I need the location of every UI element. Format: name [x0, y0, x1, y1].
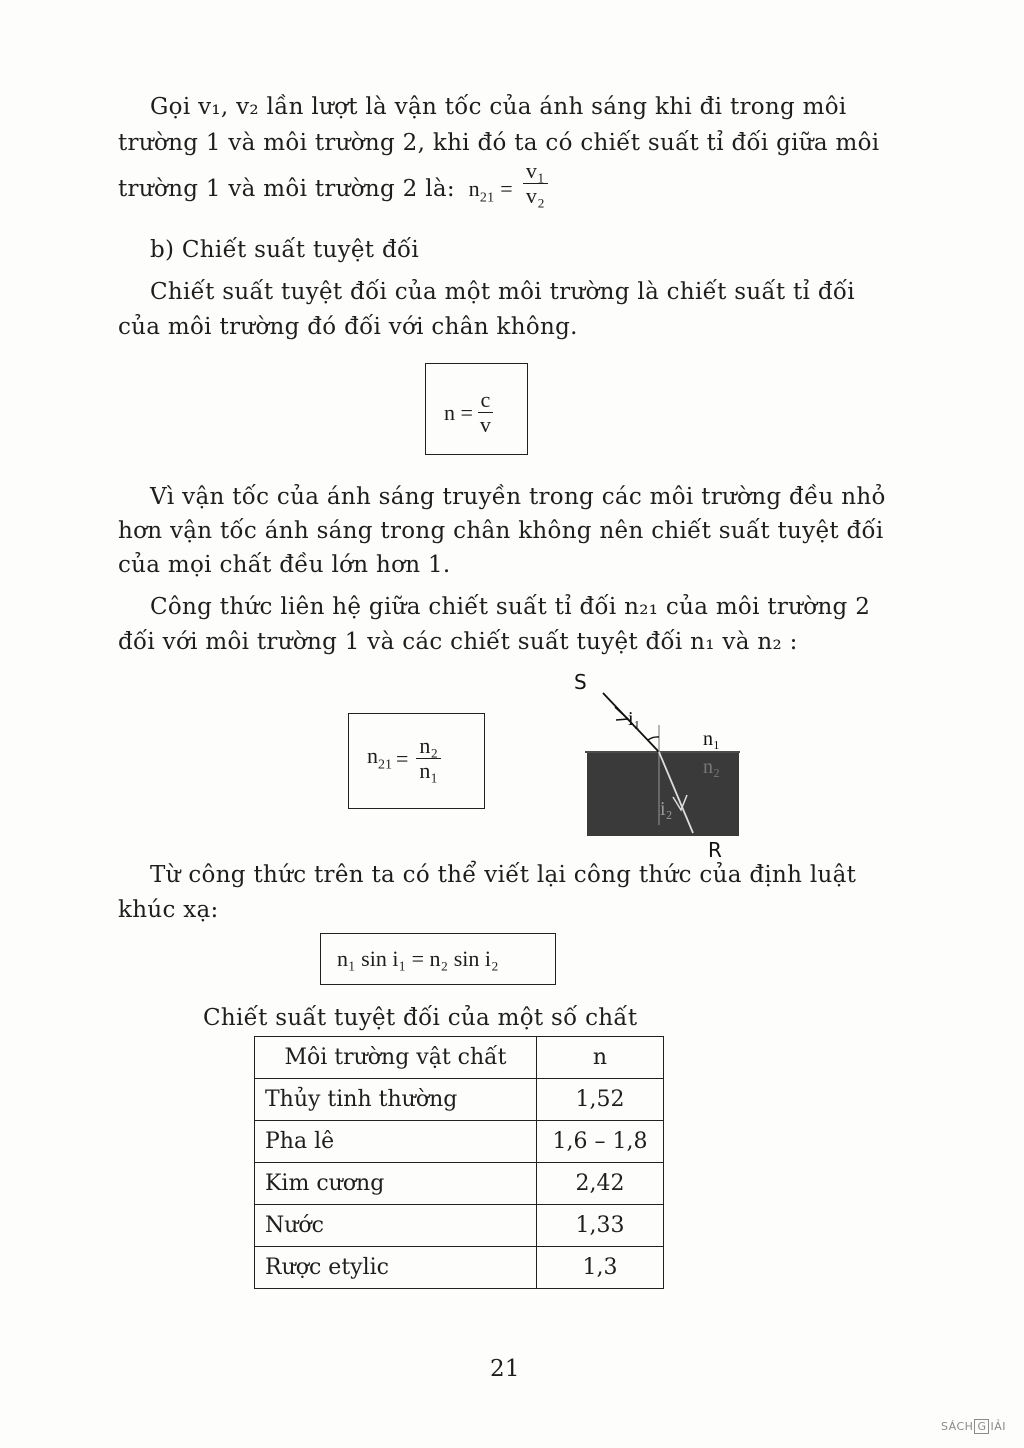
table-row [255, 1205, 664, 1247]
label-n1: n₁ [703, 728, 720, 750]
ratio-numerator: v₁ [523, 159, 548, 184]
medium-cell: Pha lê [255, 1121, 537, 1163]
formula-box-n-c-v: n = $\frac{c}{v}$ [425, 363, 528, 455]
medium-cell: Nước [255, 1205, 537, 1247]
absolute-index-def-line-2: của môi trường đó đối với chân không. [118, 314, 578, 340]
index-cell: 1,3 [537, 1247, 664, 1289]
table-row [255, 1121, 664, 1163]
para3-line-1: Công thức liên hệ giữa chiết suất tỉ đối n₂₁ của môi trường 2 [150, 594, 871, 620]
medium-cell: Kim cương [255, 1163, 537, 1205]
refraction-diagram [560, 665, 760, 865]
column-header-n: n [537, 1037, 664, 1079]
incident-arrow [615, 707, 628, 720]
velocity-ratio [523, 159, 548, 208]
n21-equation: $n_{21}$ = $\frac{\text{v₁}}{\text{v₂}}$ [469, 176, 549, 201]
n21-symbol: $n_{21}$ [468, 176, 495, 206]
medium-cell: Thủy tinh thường [255, 1079, 537, 1121]
intro-line-2: trường 1 và môi trường 2, khi đó ta có chiết suất tỉ đối giữa môi [118, 130, 880, 156]
intro-line-3-text: trường 1 và môi trường 2 là: [118, 176, 455, 202]
ratio-denominator: v₂ [525, 183, 546, 209]
table-row [255, 1163, 664, 1205]
table-header-row [255, 1037, 664, 1079]
formula-box-n21: $n_{21}$ = $\frac{\text{n₂}}{\text{n₁}}$ [348, 713, 485, 809]
medium-cell: Rược etylic [255, 1247, 537, 1289]
angle-i1-arc [648, 737, 659, 740]
index-cell: 1,6 – 1,8 [537, 1121, 664, 1163]
para2-line-2: hơn vận tốc ánh sáng trong chân không nên chiết suất tuyệt đối [118, 518, 884, 544]
label-R: R [708, 838, 722, 862]
watermark-logo: SÁCH G IẢI [940, 1420, 1006, 1433]
intro-line-3 [118, 158, 548, 215]
section-b-heading: b) Chiết suất tuyệt đối [150, 237, 420, 263]
intro-line-1: Gọi v₁, v₂ lần lượt là vận tốc của ánh sáng khi đi trong môi [150, 94, 847, 120]
label-i2: i₂ [660, 798, 673, 820]
para2-line-1: Vì vận tốc của ánh sáng truyền trong các môi trường đều nhỏ [150, 484, 886, 510]
para2-line-3: của mọi chất đều lớn hơn 1. [118, 552, 451, 578]
index-cell: 2,42 [537, 1163, 664, 1205]
absolute-index-def-line-1: Chiết suất tuyệt đối của một môi trường là chiết suất tỉ đối [150, 279, 855, 305]
formula-box-snell-law: n₁ sin i₁ = n₂ sin i₂ [320, 933, 556, 985]
refractive-index-table [254, 1036, 664, 1289]
table-row [255, 1079, 664, 1121]
table-row [255, 1247, 664, 1289]
index-cell: 1,52 [537, 1079, 664, 1121]
label-i1: i₁ [628, 708, 641, 730]
page-number: 21 [490, 1356, 520, 1382]
para4-line-1: Từ công thức trên ta có thể viết lại công thức của định luật [150, 862, 857, 888]
column-header-medium: Môi trường vật chất [255, 1037, 537, 1079]
index-cell: 1,33 [537, 1205, 664, 1247]
label-n2: n₂ [703, 756, 720, 778]
table-caption: Chiết suất tuyệt đối của một số chất [203, 1005, 638, 1031]
label-S: S [574, 670, 587, 694]
para4-line-2: khúc xạ: [118, 897, 219, 923]
para3-line-2: đối với môi trường 1 và các chiết suất tuyệt đối n₁ và n₂ : [118, 629, 798, 655]
